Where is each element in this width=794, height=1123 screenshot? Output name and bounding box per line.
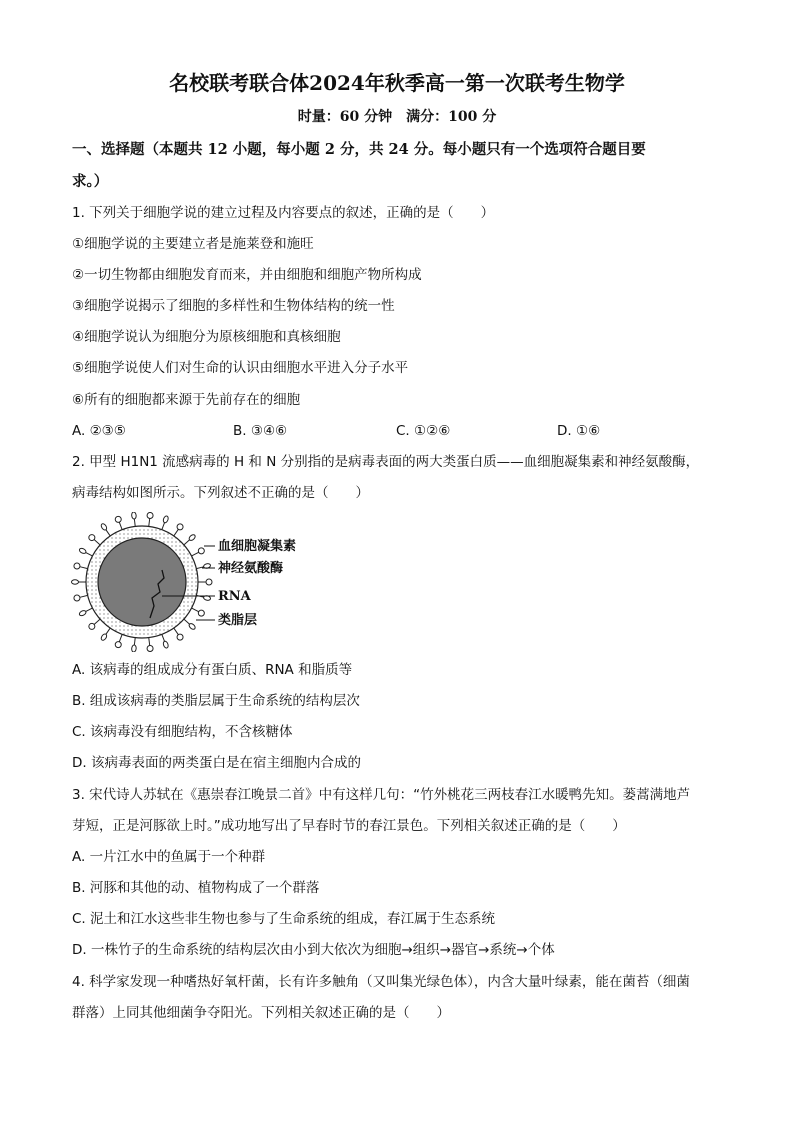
question-2-option-c: C. 该病毒没有细胞结构，不含核糖体 [72,724,293,740]
spike-stalk [184,619,190,624]
hemagglutinin-spike [147,646,153,652]
question-2-stem-line2: 病毒结构如图所示。下列叙述不正确的是（ ） [72,485,369,501]
question-3-stem-line2: 芽短，正是河豚欲上时。”成功地写出了早春时节的春江景色。下列相关叙述正确的是（ ） [72,818,626,834]
section-heading-line2: 求。） [72,173,109,190]
question-1-item: ②一切生物都由细胞发育而来，并由细胞和细胞产物所构成 [72,267,422,283]
question-4-stem-line1: 4. 科学家发现一种嗜热好氧杆菌，长有许多触角（又叫集光绿色体），内含大量叶绿素，能在菌苔（细菌 [72,974,690,990]
spike-stalk [85,552,92,556]
hemagglutinin-spike [115,516,121,522]
spike-stalk [174,628,179,635]
page-title: 名校联考联合体2024年秋季高一第一次联考生物学 [169,71,625,95]
question-1-item: ④细胞学说认为细胞分为原核细胞和真核细胞 [72,329,341,345]
label-neuraminidase: 神经氨酸酶 [218,561,284,576]
question-1-item: ⑥所有的细胞都来源于先前存在的细胞 [72,392,301,408]
question-4-stem-line2: 群落）上同其他细菌争夺阳光。下列相关叙述正确的是（ ） [72,1005,450,1021]
spike-stalk [134,518,135,526]
hemagglutinin-spike [147,512,153,518]
question-3-option-c: C. 泥土和江水这些非生物也参与了生命系统的组成，春江属于生态系统 [72,911,496,927]
spike-stalk [162,522,165,529]
spike-stalk [192,608,199,612]
hemagglutinin-spike [89,535,95,541]
question-2-option-d: D. 该病毒表面的两类蛋白是在宿主细胞内合成的 [72,755,361,771]
question-1-option-a: A. ②③⑤ [72,423,126,439]
neuraminidase-spike [79,547,87,554]
question-3-stem-line1: 3. 宋代诗人苏轼在《惠崇春江晚景二首》中有这样几句：“竹外桃花三两枝春江水暖鸭先知。蒌蒿满地芦 [72,787,691,803]
neuraminidase-spike [100,633,108,641]
spike-stalk [162,634,165,641]
spike-stalk [174,529,179,536]
question-2-option-a: A. 该病毒的组成成分有蛋白质、RNA 和脂质等 [72,662,353,678]
question-1-item: ①细胞学说的主要建立者是施莱登和施旺 [72,236,314,252]
question-3-option-a: A. 一片江水中的鱼属于一个种群 [72,849,266,865]
hemagglutinin-spike [198,548,204,554]
question-1-option-c: C. ①②⑥ [396,423,451,439]
question-3-option-b: B. 河豚和其他的动、植物构成了一个群落 [72,880,320,896]
neuraminidase-spike [131,512,136,519]
spike-stalk [184,540,190,545]
spike-stalk [80,567,88,569]
spike-stalk [119,634,122,641]
spike-stalk [106,628,111,635]
virus-core [98,538,186,626]
hemagglutinin-spike [177,634,183,640]
label-rna: RNA [218,589,251,604]
hemagglutinin-spike [206,579,212,585]
question-1-option-b: B. ③④⑥ [233,423,288,439]
spike-stalk [134,638,135,646]
neuraminidase-spike [72,580,79,584]
question-2-option-b: B. 组成该病毒的类脂层属于生命系统的结构层次 [72,693,360,709]
hemagglutinin-spike [177,524,183,530]
neuraminidase-spike [100,523,108,531]
spike-stalk [149,638,150,646]
hemagglutinin-spike [74,563,80,569]
label-lipid-layer: 类脂层 [218,613,258,628]
spike-stalk [85,608,92,612]
label-hemagglutinin: 血细胞凝集素 [218,539,297,554]
hemagglutinin-spike [115,642,121,648]
neuraminidase-spike [188,534,196,542]
question-1-stem: 1. 下列关于细胞学说的建立过程及内容要点的叙述，正确的是（ ） [72,205,495,221]
neuraminidase-spike [162,515,169,523]
spike-stalk [192,552,199,556]
spike-stalk [94,619,100,624]
spike-stalk [106,529,111,536]
neuraminidase-spike [188,622,196,630]
hemagglutinin-spike [74,595,80,601]
question-2-stem-line1: 2. 甲型 H1N1 流感病毒的 H 和 N 分别指的是病毒表面的两大类蛋白质——血细胞凝集素和神经氨酸酶， [72,454,700,470]
neuraminidase-spike [131,645,136,652]
neuraminidase-spike [79,610,87,617]
exam-time-score: 时量：60 分钟 满分：100 分 [297,109,497,125]
spike-stalk [149,518,150,526]
question-1-item: ③细胞学说揭示了细胞的多样性和生物体结构的统一性 [72,298,395,314]
question-1-item: ⑤细胞学说使人们对生命的认识由细胞水平进入分子水平 [72,360,409,376]
question-3-option-d: D. 一株竹子的生命系统的结构层次由小到大依次为细胞→组织→器官→系统→个体 [72,942,555,958]
question-1-option-d: D. ①⑥ [557,423,601,439]
section-heading-line1: 一、选择题（本题共 12 小题，每小题 2 分，共 24 分。每小题只有一个选项符合题目要 [72,141,646,158]
hemagglutinin-spike [198,610,204,616]
hemagglutinin-spike [89,623,95,629]
spike-stalk [80,595,88,597]
neuraminidase-spike [162,641,169,649]
spike-stalk [94,540,100,545]
virus-structure-diagram [70,512,330,652]
spike-stalk [119,522,122,529]
